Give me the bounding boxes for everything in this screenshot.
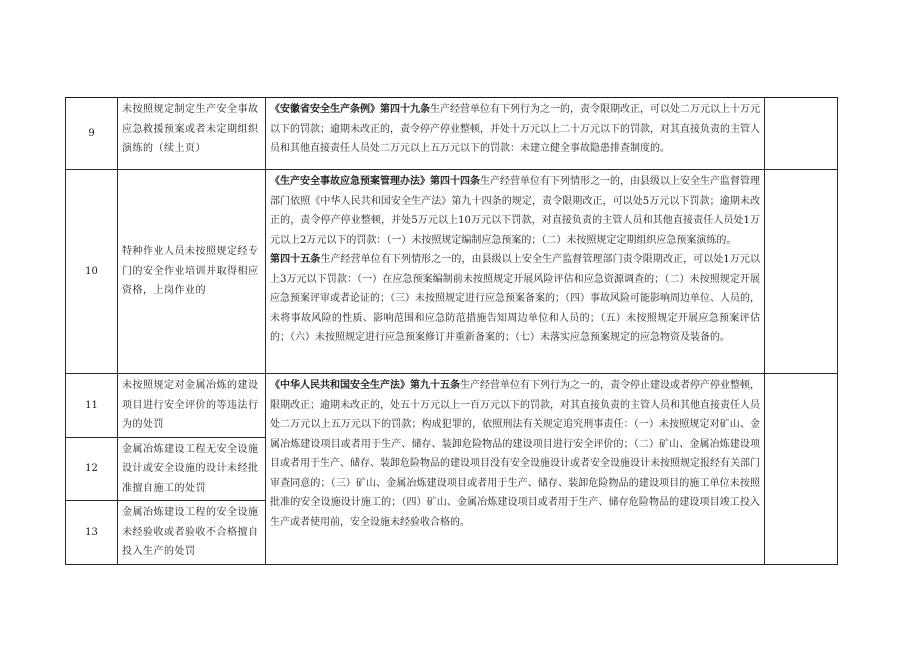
violation-item: 金属冶炼建设工程的安全设施未经验收或者验收不合格擅自投入生产的处罚: [118, 501, 266, 565]
row-number: 9: [66, 98, 118, 170]
violation-item: 未按照规定制定生产安全事故应急救援预案或者未定期组织演练的（续上页）: [118, 98, 266, 170]
law-block-1: [270, 172, 760, 250]
row-number: 11: [66, 374, 118, 438]
law-title: 《中华人民共和国安全生产法》第九十五条: [270, 380, 460, 391]
table-row: [66, 170, 838, 374]
remark-cell: [765, 98, 838, 170]
violation-item: [118, 170, 266, 374]
law-title: 《生产安全事故应急预案管理办法》第四十四条: [270, 176, 480, 187]
violation-item: 未按照规定对金属冶炼的建设项目进行安全评价的等违法行为的处罚: [118, 374, 266, 438]
row-number: 13: [66, 501, 118, 565]
remark-cell: [765, 374, 838, 565]
penalty-table: [65, 97, 838, 565]
table-row: [66, 374, 838, 438]
table-row: [66, 98, 838, 170]
violation-item: 金属冶炼建设工程无安全设施设计或安全设施的设计未经批准擅自施工的处罚: [118, 437, 266, 501]
law-text: 生产经营单位有下列情形之一的，由县级以上安全生产监督管理部门依照《中华人民共和国安全生产法》第九十四条的规定，责令限期改正，可以处5万元以下罚款；逾期未改正的，责令停产停业整顿，并处5万元以上10万元以下罚款，对直接负责的主管人员和其他直接责任人员处1万元以上2万元以下的罚款：（一）未按照规定编制应急预案的；（二）未按照规定定期组织应急预案演练的。: [270, 176, 760, 246]
law-text: 生产经营单位有下列情形之一的，由县级以上安全生产监督管理部门责令限期改正，可以处1万元以上3万元以下罚款：（一）在应急预案编制前未按照规定开展风险评估和应急资源调查的；（二）未按照规定开展应急预案评审或者论证的；（三）未按照规定进行应急预案备案的；（四）事故风险可能影响周边单位、人员的，未将事故风险的性质、影响范围和应急防范措施告知周边单位和人员的；（五）未按照规定开展应急预案评估的；（六）未按照规定进行应急预案修订并重新备案的；（七）未落实应急预案规定的应急物资及装备的。: [270, 254, 760, 343]
law-provision-merged: [266, 374, 765, 565]
law-text: 生产经营单位有下列行为之一的，责令停止建设或者停产停业整顿，限期改正；逾期未改正的，处五十万元以上一百万元以下的罚款，对其直接负责的主管人员和其他直接责任人员处二万元以上五万元以下的罚款；构成犯罪的，依照刑法有关规定追究刑事责任：（一）未按照规定对矿山、金属冶炼建设项目或者用于生产、储存、装卸危险物品的建设项目进行安全评价的；（二）矿山、金属冶炼建设项目或者用于生产、储存、装卸危险物品的建设项目没有安全设施设计或者安全设施设计未按照规定报经有关部门审查同意的；（三）矿山、金属冶炼建设项目或者用于生产、储存、装卸危险物品的建设项目的施工单位未按照批准的安全设施设计施工的；（四）矿山、金属冶炼建设项目或者用于生产、储存危险物品的建设项目竣工投入生产或者使用前，安全设施未经验收合格的。: [270, 380, 760, 528]
law-provision: [266, 98, 765, 170]
remark-cell: [765, 170, 838, 374]
row-number: 10: [66, 170, 118, 374]
row-number: 12: [66, 437, 118, 501]
law-title: 第四十五条: [270, 254, 321, 265]
violation-item-text: 特种作业人员未按照规定经专门的安全作业培训并取得相应资格，上岗作业的: [122, 246, 259, 297]
law-provision: [266, 170, 765, 374]
law-text: 生产经营单位有下列行为之一的，责令限期改正，可以处二万元以上十万元以下的罚款；逾期未改正的，责令停产停业整顿，并处十万元以上二十万元以下的罚款，对其直接负责的主管人员和其他直接责任人员处二万元以上五万元以下的罚款：未建立健全事故隐患排查制度的。: [270, 104, 760, 154]
law-block-2: [270, 250, 760, 348]
law-title: 《安徽省安全生产条例》第四十九条: [270, 104, 430, 115]
